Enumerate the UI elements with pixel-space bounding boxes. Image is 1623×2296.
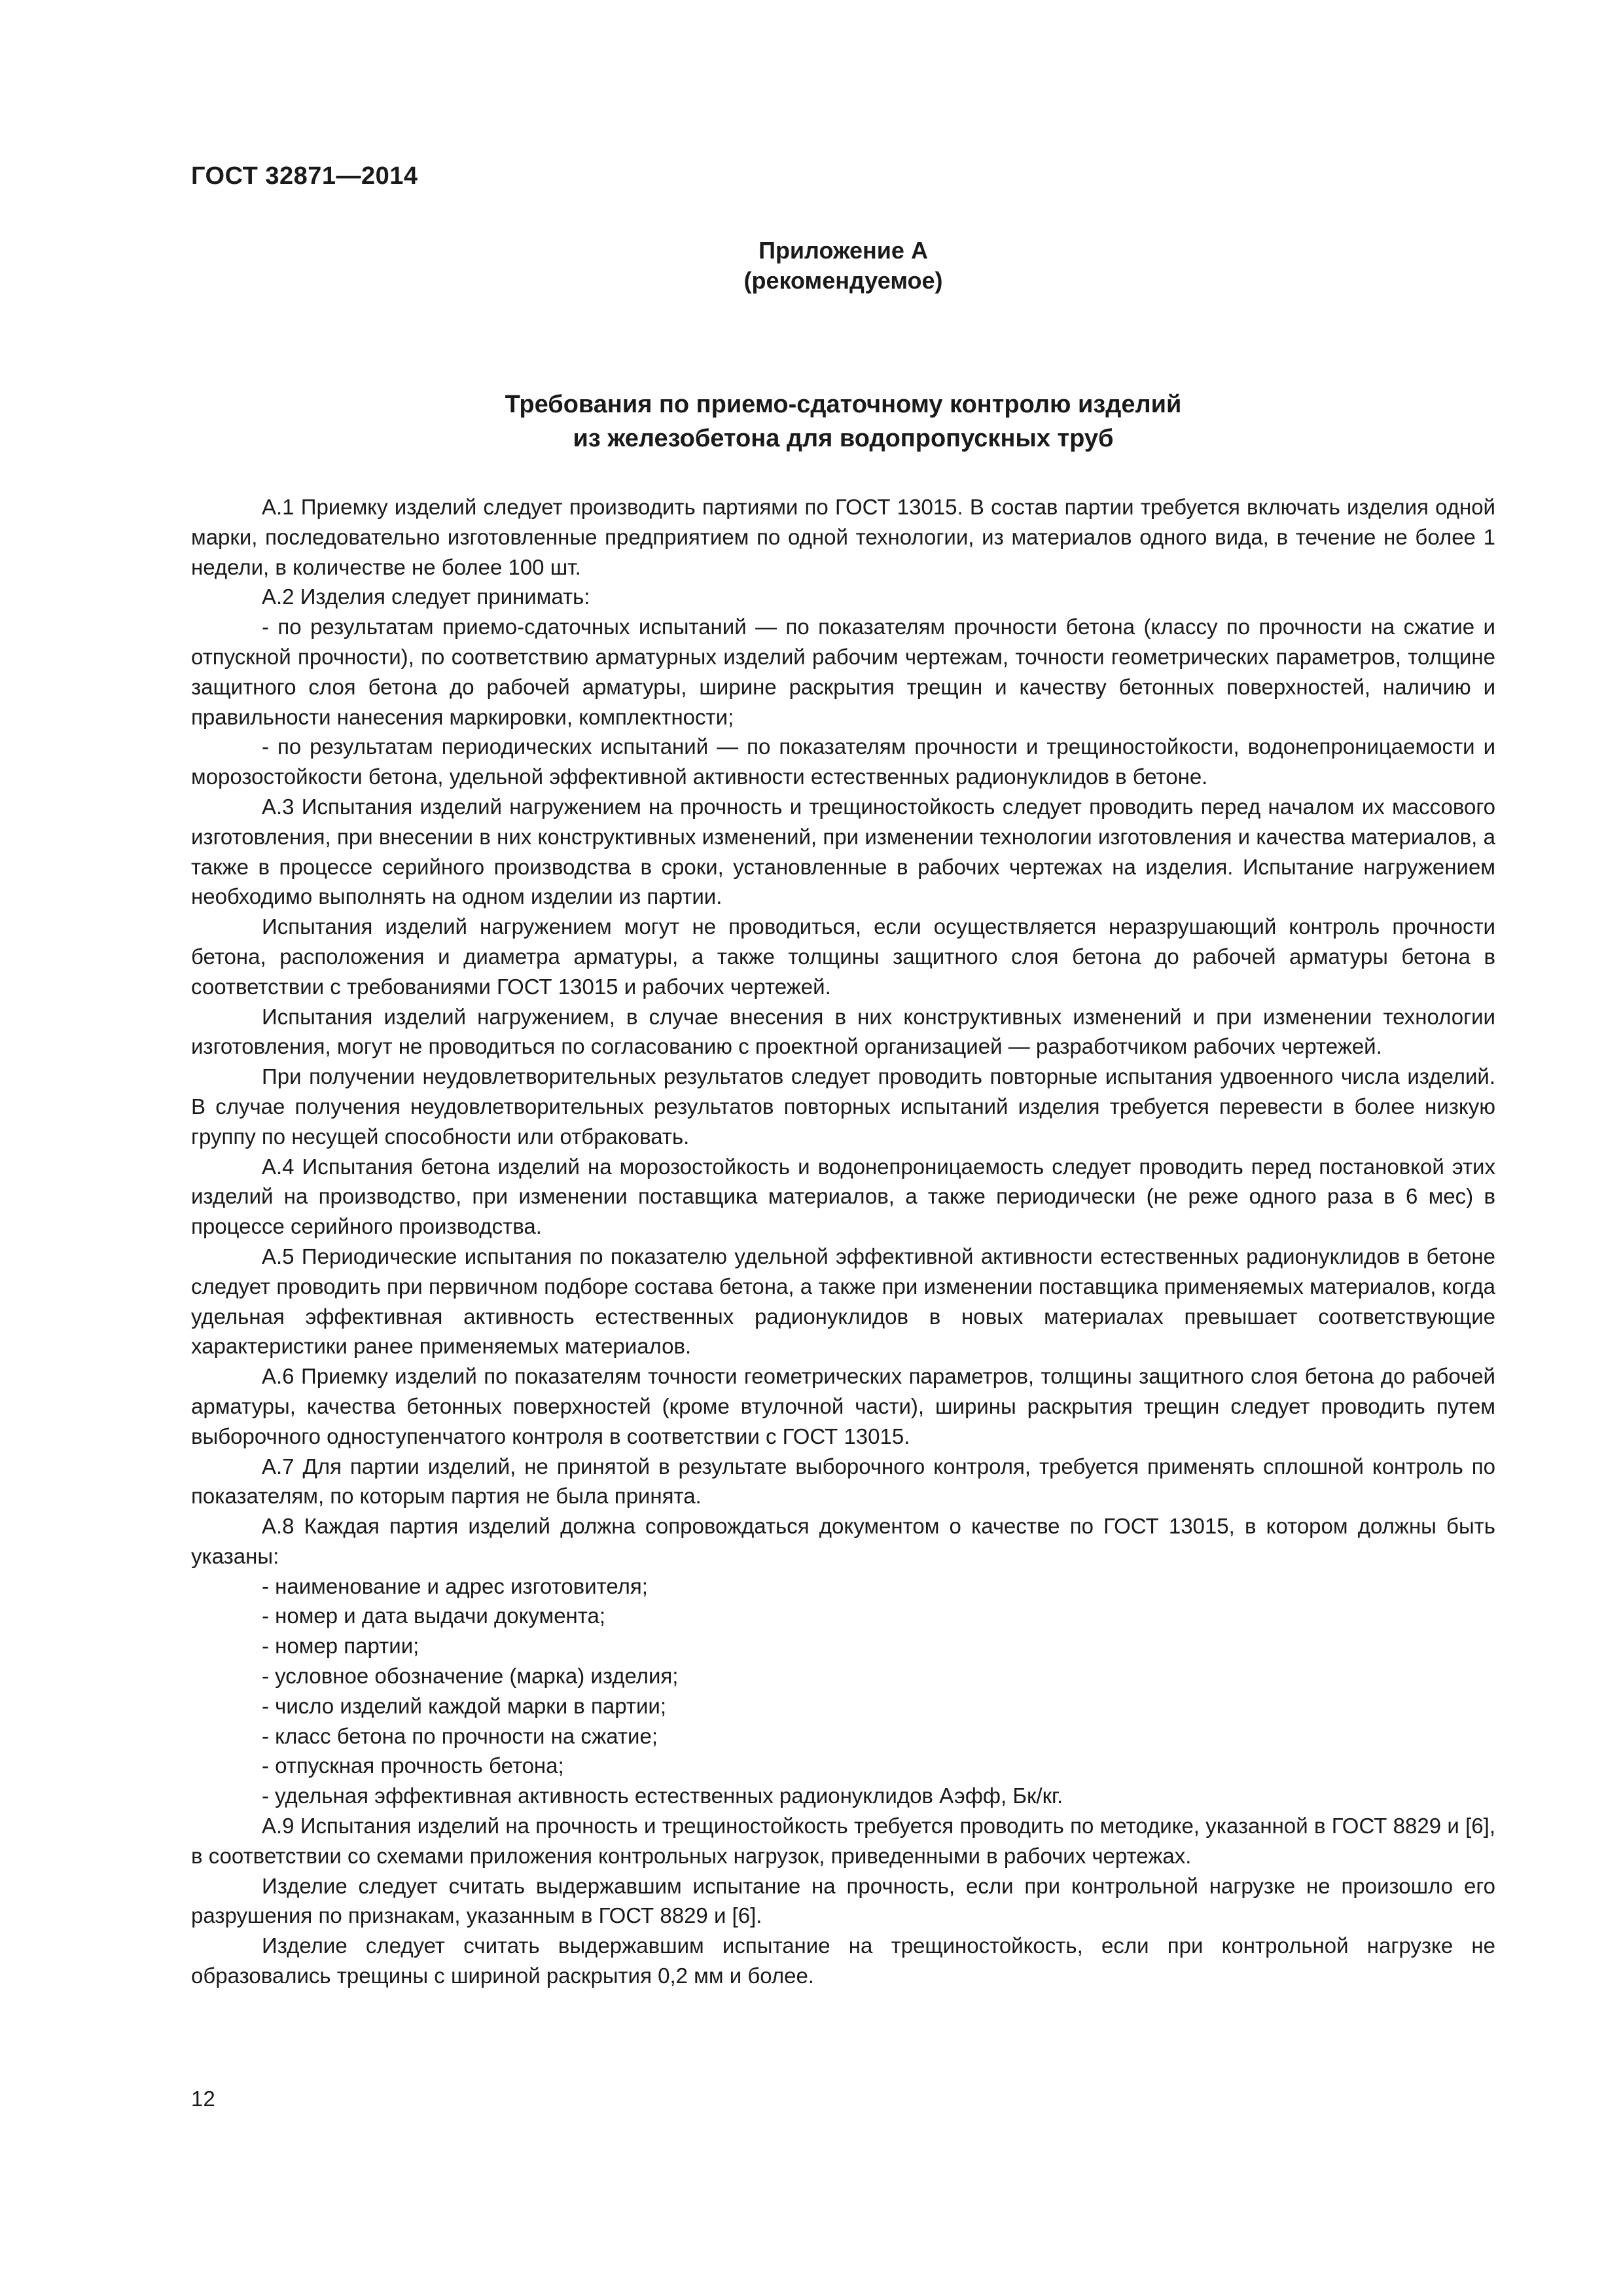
paragraph-a2-acceptance-tests: - по результатам приемо-сдаточных испытаний — по показателям прочности бетона (классу по прочности на сжатие и отпускной прочности), по соответствию арматурных изделий рабочим чертежам, точности геометрических параметров, толщине защитного слоя бетона до рабочей арматуры, ширине раскрытия трещин и качеству бетонных поверхностей, наличию и правильности нанесения маркировки, комплектности; [191,615,1495,729]
document-item: - удельная эффективная активность естественных радионуклидов Аэфф, Бк/кг. [262,1784,1063,1808]
document-body [191,492,1495,1991]
section-title-line-2: из железобетона для водопропускных труб [573,425,1114,452]
paragraph-a4: А.4 Испытания бетона изделий на морозостойкость и водонепроницаемость следует проводить перед постановкой этих изделий на производство, при изменении поставщика материалов, а также периодически (не реже одного раза в 6 мес) в процессе серийного производства. [191,1154,1495,1239]
paragraph-a3: А.3 Испытания изделий нагружением на прочность и трещиностойкость следует проводить перед началом их массового изготовления, при внесении в них конструктивных изменений, при изменении технологии изготовления и качества материалов, а также в процессе серийного производства в сроки, установленные в рабочих чертежах на изделия. Испытание нагружением необходимо выполнять на одном изделии из партии. [191,794,1495,909]
page-number: 12 [191,2087,215,2111]
paragraph-a3-design-changes: Испытания изделий нагружением, в случае внесения в них конструктивных изменений и при изменении технологии изготовления, могут не проводиться по согласованию с проектной организацией — разработчиком рабочих чертежей. [191,1004,1495,1059]
section-title [191,387,1495,456]
paragraph-a9-strength: Изделие следует считать выдержавшим испытание на прочность, если при контрольной нагрузке не произошло его разрушения по признакам, указанным в ГОСТ 8829 и [6]. [191,1873,1495,1928]
document-item: - отпускная прочность бетона; [262,1753,564,1778]
appendix-heading [191,236,1495,296]
document-item: - номер и дата выдачи документа; [262,1604,606,1628]
paragraph-a9: А.9 Испытания изделий на прочность и трещиностойкость требуется проводить по методике, указанной в ГОСТ 8829 и [6], в соответствии со схемами приложения контрольных нагрузок, приведенными в рабочих чертежах. [191,1814,1495,1868]
paragraph-a8: А.8 Каждая партия изделий должна сопровождаться документом о качестве по ГОСТ 13015, в котором должны быть указаны: [191,1514,1495,1568]
paragraph-a2-periodic-tests: - по результатам периодических испытаний — по показателям прочности и трещиностойкости, водонепроницаемости и морозостойкости бетона, удельной эффективной активности естественных радионуклидов в бетоне. [191,734,1495,789]
paragraph-a3-retest: При получении неудовлетворительных результатов следует проводить повторные испытания удвоенного числа изделий. В случае получения неудовлетворительных результатов повторных испытаний изделия требуется перевести в более низкую группу по несущей способности или отбраковать. [191,1064,1495,1149]
paragraph-a7: А.7 Для партии изделий, не принятой в результате выборочного контроля, требуется применять сплошной контроль по показателям, по которым партия не была принята. [191,1454,1495,1509]
paragraph-a2: А.2 Изделия следует принимать: [262,584,590,609]
paragraph-a1: А.1 Приемку изделий следует производить партиями по ГОСТ 13015. В состав партии требуется включать изделия одной марки, последовательно изготовленные предприятием по одной технологии, из материалов одного вида, в течение не более 1 недели, в количестве не более 100 шт. [191,495,1495,579]
document-item: - условное обозначение (марка) изделия; [262,1664,679,1689]
paragraph-a5: А.5 Периодические испытания по показателю удельной эффективной активности естественных радионуклидов в бетоне следует проводить при первичном подборе состава бетона, а также при изменении поставщика применяемых материалов, когда удельная эффективная активность естественных радионуклидов в новых материалах превышает соответствующие характеристики ранее применяемых материалов. [191,1244,1495,1359]
paragraph-a9-crack-resistance: Изделие следует считать выдержавшим испытание на трещиностойкость, если при контрольной нагрузке не образовались трещины с шириной раскрытия 0,2 мм и более. [191,1933,1495,1988]
document-item: - наименование и адрес изготовителя; [262,1573,648,1598]
document-item: - число изделий каждой марки в партии; [262,1693,667,1718]
appendix-label: Приложение А [758,237,928,264]
document-item: - номер партии; [262,1634,419,1659]
paragraph-a6: А.6 Приемку изделий по показателям точности геометрических параметров, толщины защитного слоя бетона до рабочей арматуры, качества бетонных поверхностей (кроме втулочной части), ширины раскрытия трещин следует проводить путем выборочного одноступенчатого контроля в соответствии с ГОСТ 13015. [191,1364,1495,1448]
appendix-type: (рекомендуемое) [743,267,943,294]
document-item: - класс бетона по прочности на сжатие; [262,1723,658,1748]
paragraph-a3-nondestructive: Испытания изделий нагружением могут не проводиться, если осуществляется неразрушающий контроль прочности бетона, расположения и диаметра арматуры, а также толщины защитного слоя бетона до рабочей арматуры бетона в соответствии с требованиями ГОСТ 13015 и рабочих чертежей. [191,914,1495,999]
section-title-line-1: Требования по приемо-сдаточному контролю изделий [505,391,1182,418]
document-header-id: ГОСТ 32871—2014 [191,162,418,190]
